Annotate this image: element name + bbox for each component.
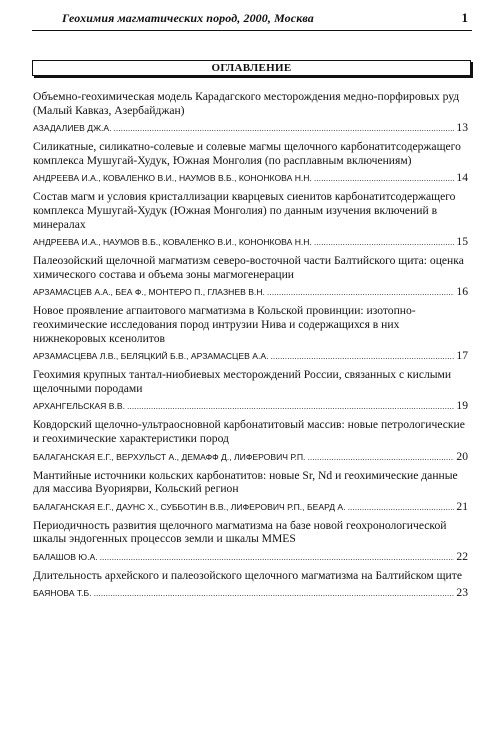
entry-authors-row	[33, 400, 468, 412]
entry-authors-row	[33, 551, 468, 563]
toc-entry[interactable]	[33, 418, 468, 462]
entry-authors: БАЛАШОВ Ю.А.	[33, 551, 98, 562]
entry-title: Силикатные, силикатно-солевые и солевые магмы щелочного карбонатитсодержащего комплекса Мушугай-Худук, Южная Монголия (по расплавным включениям)	[33, 140, 461, 167]
toc-entry[interactable]	[33, 519, 468, 563]
dot-leader	[267, 286, 454, 298]
toc-entry[interactable]	[33, 140, 468, 184]
toc-list	[33, 90, 468, 605]
toc-entry[interactable]	[33, 254, 468, 298]
entry-page-number: 13	[456, 121, 468, 135]
entry-authors-row	[33, 122, 468, 134]
entry-title: Состав магм и условия кристаллизации кварцевых сиенитов карбонатитсодержащего комплекса Мушугай-Худук (Южная Монголия) по данным изучения включений в минералах	[33, 190, 456, 231]
entry-authors-row	[33, 501, 468, 513]
entry-authors-row	[33, 587, 468, 599]
dot-leader	[348, 501, 455, 513]
entry-page-number: 22	[456, 549, 468, 563]
entry-page-number: 15	[456, 235, 468, 249]
dot-leader	[127, 400, 454, 412]
toc-entry[interactable]	[33, 469, 468, 513]
entry-page-number: 21	[456, 499, 468, 513]
entry-page-number: 20	[456, 449, 468, 463]
entry-page-number: 16	[456, 285, 468, 299]
entry-title: Геохимия крупных тантал-ниобиевых месторождений России, связанных с кислыми щелочными породами	[33, 368, 452, 395]
entry-title: Периодичность развития щелочного магматизма на базе новой геохронологической шкалы эндогенных процессов земли и шкалы MMES	[33, 518, 447, 546]
entry-title: Мантийные источники кольских карбонатитов: новые Sr, Nd и геохимические данные для массива Вуориярви, Кольский регион	[33, 468, 458, 496]
entry-authors: АРЗАМАСЦЕВ А.А., БЕА Ф., МОНТЕРО П., ГЛАЗНЕВ В.Н.	[33, 287, 265, 298]
entry-authors: БАЛАГАНСКАЯ Е.Г., ВЕРХУЛЬСТ А., ДЕМАФФ Д., ЛИФЕРОВИЧ Р.П.	[33, 451, 306, 462]
entry-authors: БАЛАГАНСКАЯ Е.Г., ДАУНС Х., СУББОТИН В.В., ЛИФЕРОВИЧ Р.П., БЕАРД А.	[33, 501, 346, 512]
entry-authors: АРЗАМАСЦЕВА Л.В., БЕЛЯЦКИЙ Б.В., АРЗАМАСЦЕВ А.А.	[33, 351, 269, 362]
toc-entry[interactable]	[33, 90, 468, 134]
dot-leader	[307, 451, 454, 463]
entry-title: Новое проявление агпаитового магматизма в Кольской провинции: изотопно-геохимические исследования пород интрузии Нива и содержащихся в них нижнекоровых ксенолитов	[33, 304, 416, 345]
entry-authors: АРХАНГЕЛЬСКАЯ В.В.	[33, 401, 126, 412]
entry-authors: БАЯНОВА Т.Б.	[33, 588, 92, 599]
entry-title: Объемно-геохимическая модель Карадагского месторождения медно-порфировых руд (Малый Кавказ, Азербайджан)	[33, 90, 460, 117]
page-number: 1	[461, 10, 468, 25]
entry-authors-row	[33, 350, 468, 362]
entry-title: Палеозойский щелочной магматизм северо-восточной части Балтийского щита: оценка химического состава и объема зоны магмогенерации	[33, 254, 464, 281]
running-header	[32, 8, 472, 31]
entry-authors: АЗАДАЛИЕВ ДЖ.А.	[33, 123, 112, 134]
entry-authors-row	[33, 286, 468, 298]
entry-page-number: 17	[456, 349, 468, 363]
toc-entry[interactable]	[33, 190, 468, 248]
dot-leader	[314, 172, 455, 184]
toc-entry[interactable]	[33, 368, 468, 412]
entry-authors-row	[33, 172, 468, 184]
toc-entry[interactable]	[33, 569, 468, 600]
dot-leader	[314, 236, 455, 248]
running-title: Геохимия магматических пород, 2000, Москва	[62, 11, 314, 25]
entry-page-number: 14	[456, 171, 468, 185]
entry-title: Ковдорский щелочно-ультраосновной карбонатитовый массив: новые петрологические и геохимические характеристики пород	[33, 418, 465, 445]
entry-authors: АНДРЕЕВА И.А., КОВАЛЕНКО В.И., НАУМОВ В.Б., КОНОНКОВА Н.Н.	[33, 173, 312, 184]
entry-page-number: 19	[456, 399, 468, 413]
dot-leader	[270, 350, 454, 362]
entry-authors-row	[33, 451, 468, 463]
toc-entry[interactable]	[33, 304, 468, 362]
dot-leader	[100, 551, 455, 563]
dot-leader	[114, 122, 455, 134]
entry-page-number: 23	[456, 586, 468, 600]
dot-leader	[94, 587, 455, 599]
entry-authors-row	[33, 236, 468, 248]
entry-title: Длительность архейского и палеозойского щелочного магматизма на Балтийском щите	[33, 568, 462, 582]
toc-heading: ОГЛАВЛЕНИЕ	[32, 60, 471, 76]
entry-authors: АНДРЕЕВА И.А., НАУМОВ В.Б., КОВАЛЕНКО В.И., КОНОНКОВА Н.Н.	[33, 237, 312, 248]
